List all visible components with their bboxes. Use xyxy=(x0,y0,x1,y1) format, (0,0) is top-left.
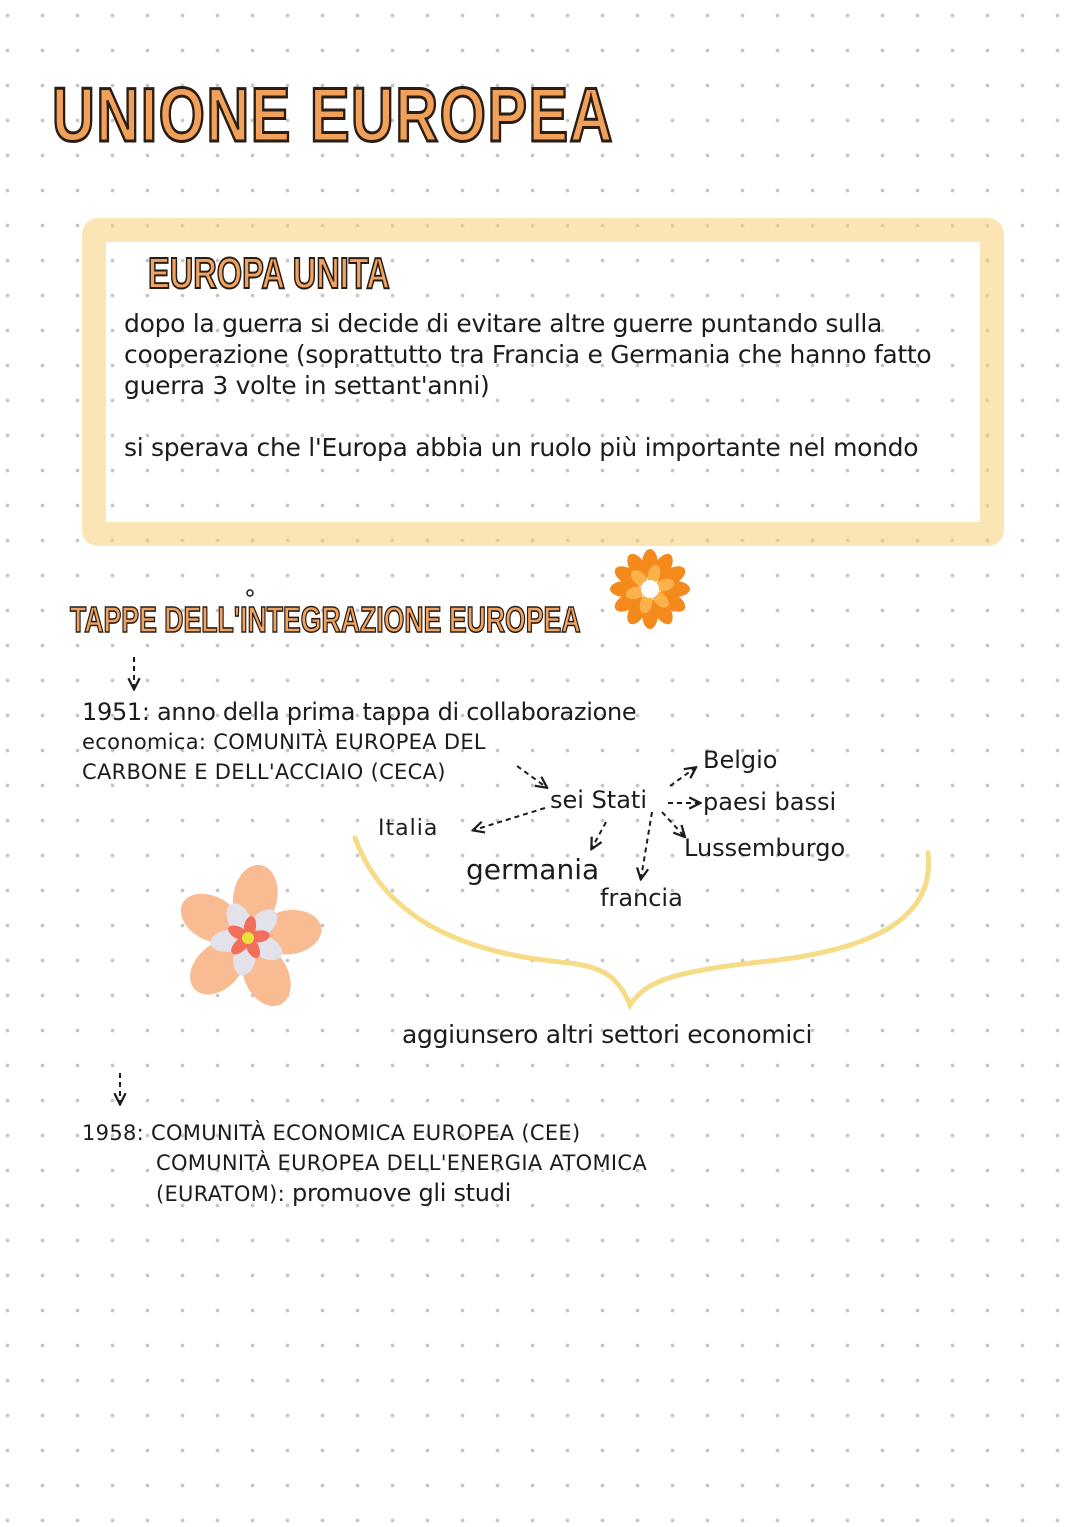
degree-mark xyxy=(247,590,253,596)
stage-1951-line3: CARBONE E DELL'ACCIAIO (CECA) xyxy=(82,760,446,784)
stage-1951-line2: economica: COMUNITÀ EUROPEA DEL xyxy=(82,730,486,754)
section-title-tappe: TAPPE DELL'INTEGRAZIONE EUROPEA xyxy=(70,599,581,640)
stage-1958-promuove: promuove gli studi xyxy=(292,1179,512,1207)
sei-stati-label: sei Stati xyxy=(550,786,647,814)
arrow-to-lussemburgo xyxy=(662,812,684,836)
state-belgio: Belgio xyxy=(703,746,778,774)
stage-1951-line1: 1951: anno della prima tappa di collaborazione xyxy=(82,698,637,726)
arrow-to-italia xyxy=(474,808,545,830)
state-paesi-bassi: paesi bassi xyxy=(703,788,837,816)
stage-1958-line1: 1958: COMUNITÀ ECONOMICA EUROPEA (CEE) xyxy=(82,1121,581,1145)
stage-1958-euratom: (EURATOM): xyxy=(156,1182,286,1206)
arrow-ceca-to-stati xyxy=(517,766,546,787)
box-paragraph-cooperation: dopo la guerra si decide di evitare altre guerre puntando sulla cooperazione (soprattutto tra Francia e Germania che hanno fatto guerra 3 volte in settant'anni) xyxy=(124,309,932,400)
stage-1958-line2: COMUNITÀ EUROPEA DELL'ENERGIA ATOMICA xyxy=(156,1151,648,1175)
arrow-to-belgio xyxy=(670,768,695,786)
arrow-to-germania xyxy=(592,822,606,848)
arrow-to-francia xyxy=(641,812,652,878)
box-title: EUROPA UNITA xyxy=(148,249,390,298)
page-title: UNIONE EUROPEA xyxy=(52,73,615,158)
state-francia: francia xyxy=(600,884,683,912)
yellow-brace xyxy=(355,834,929,1005)
state-germania: germania xyxy=(466,853,600,886)
peach-flower-icon xyxy=(172,861,324,1014)
state-italia: Italia xyxy=(378,816,439,841)
aggiunsero-note: aggiunsero altri settori economici xyxy=(402,1020,813,1049)
box-paragraph-role: si sperava che l'Europa abbia un ruolo più importante nel mondo xyxy=(124,433,919,462)
state-lussemburgo: Lussemburgo xyxy=(684,834,846,862)
orange-flower-icon xyxy=(610,549,690,629)
